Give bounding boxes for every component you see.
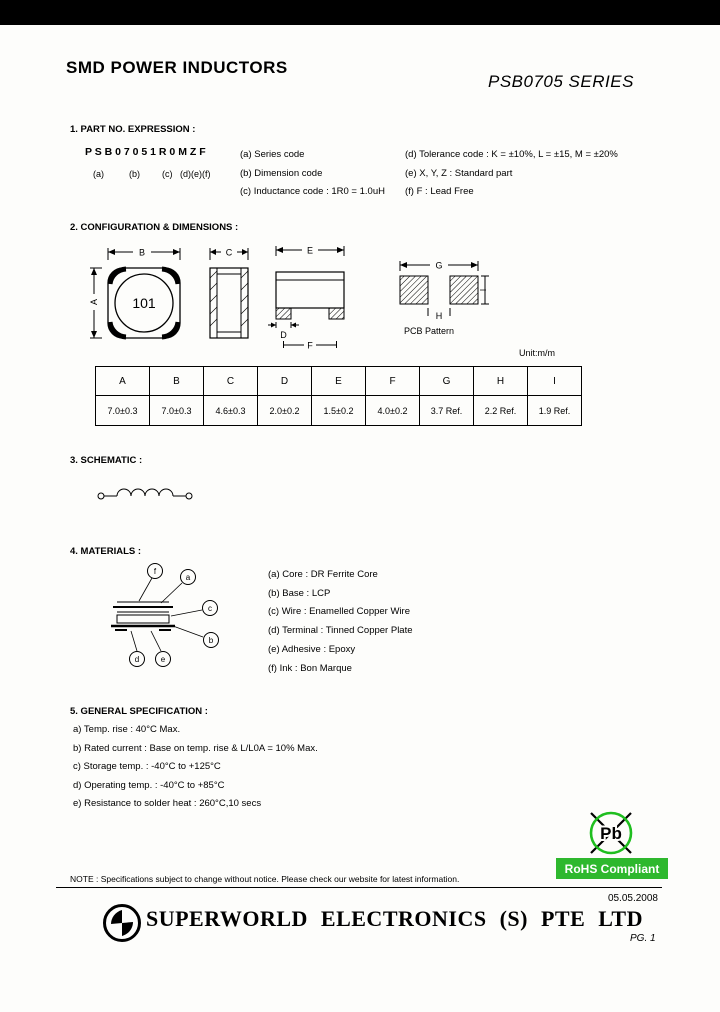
spec-item: b) Rated current : Base on temp. rise & L/L0A = 10% Max.	[73, 742, 318, 754]
pcb-pattern-drawing	[388, 258, 490, 330]
dim-header: A	[96, 367, 150, 396]
part-pos-c: (c)	[162, 169, 173, 179]
section1-heading: 1. PART NO. EXPRESSION :	[70, 124, 196, 135]
material-item: (e) Adhesive : Epoxy	[268, 643, 356, 655]
top-view-drawing	[86, 244, 196, 356]
dim-label-a: A	[89, 298, 99, 306]
section4-heading: 4. MATERIALS :	[70, 546, 142, 557]
dim-label-c: C	[225, 247, 233, 258]
material-item: (f) Ink : Bon Marque	[268, 662, 352, 674]
materials-list	[268, 566, 413, 678]
company-logo-icon	[101, 902, 143, 944]
revision-date: 05.05.2008	[607, 893, 658, 904]
note-line: (f) F : Lead Free	[405, 186, 474, 197]
front-view-drawing	[260, 242, 360, 354]
dim-header: H	[474, 367, 528, 396]
dim-value: 4.0±0.2	[366, 396, 420, 426]
callout-c: c	[208, 604, 212, 613]
dim-label-g: G	[435, 260, 443, 271]
doc-title: SMD POWER INDUCTORS	[66, 58, 288, 77]
series-name: PSB0705 SERIES	[488, 72, 634, 91]
dim-header: F	[366, 367, 420, 396]
materials-cross-section-drawing	[103, 558, 238, 680]
dim-label-d: D	[280, 330, 287, 340]
dim-header: B	[150, 367, 204, 396]
dimensions-value-row	[96, 396, 582, 426]
material-item: (c) Wire : Enamelled Copper Wire	[268, 606, 411, 618]
dim-value: 1.9 Ref.	[528, 396, 582, 426]
section5-heading: 5. GENERAL SPECIFICATION :	[70, 706, 208, 717]
material-item: (d) Terminal : Tinned Copper Plate	[268, 625, 413, 637]
dim-header: E	[312, 367, 366, 396]
dim-label-b: B	[138, 247, 146, 258]
part-pos-a: (a)	[93, 169, 104, 179]
general-spec-list	[73, 721, 318, 814]
section2-heading: 2. CONFIGURATION & DIMENSIONS :	[70, 222, 239, 233]
dim-header: C	[204, 367, 258, 396]
dim-value: 2.0±0.2	[258, 396, 312, 426]
part-pos-b: (b)	[129, 169, 140, 179]
dimensions-table	[95, 366, 582, 426]
side-view-drawing	[200, 244, 258, 356]
callout-d: d	[134, 655, 140, 664]
dim-header: D	[258, 367, 312, 396]
material-item: (a) Core : DR Ferrite Core	[268, 569, 378, 580]
part-code-notes-left	[240, 146, 385, 202]
dim-header: I	[528, 367, 582, 396]
section3-heading: 3. SCHEMATIC :	[70, 455, 143, 466]
dim-label-f: F	[307, 340, 313, 351]
part-code-notes-right	[405, 146, 618, 202]
spec-item: c) Storage temp. : -40°C to +125°C	[73, 761, 221, 773]
dim-value: 7.0±0.3	[150, 396, 204, 426]
dim-label-e: E	[306, 245, 314, 256]
pb-free-icon	[584, 806, 638, 860]
dim-value: 2.2 Ref.	[474, 396, 528, 426]
dim-value: 4.6±0.3	[204, 396, 258, 426]
schematic-coil-drawing	[93, 476, 203, 510]
note-line: (c) Inductance code : 1R0 = 1.0uH	[240, 186, 385, 197]
dim-label-h: H	[435, 311, 443, 321]
dim-value: 7.0±0.3	[96, 396, 150, 426]
spec-item: d) Operating temp. : -40°C to +85°C	[73, 779, 225, 791]
callout-a: a	[185, 573, 191, 582]
callout-f: f	[153, 567, 157, 576]
unit-label: Unit:m/m	[519, 348, 555, 358]
footer-divider	[56, 887, 662, 888]
dim-value: 1.5±0.2	[312, 396, 366, 426]
note-line: (b) Dimension code	[240, 167, 323, 179]
callout-e: e	[160, 655, 166, 664]
dim-value: 3.7 Ref.	[420, 396, 474, 426]
part-pos-def: (d)(e)(f)	[180, 169, 211, 179]
footer-note: NOTE : Specifications subject to change without notice. Please check our website for latest information.	[70, 874, 460, 884]
note-line: (d) Tolerance code : K = ±10%, L = ±15, M = ±20%	[405, 149, 618, 160]
material-item: (b) Base : LCP	[268, 587, 331, 599]
dim-label-i: I	[479, 288, 488, 292]
part-number: P S B 0 7 0 5 1 R 0 M Z F	[85, 146, 206, 158]
note-line: (e) X, Y, Z : Standard part	[405, 167, 513, 179]
spec-item: e) Resistance to solder heat : 260°C,10 secs	[73, 798, 262, 810]
scan-top-edge	[0, 0, 720, 25]
company-name: SUPERWORLD ELECTRONICS (S) PTE LTD	[146, 906, 643, 931]
pb-symbol-text: Pb	[600, 824, 622, 843]
dimensions-header-row	[96, 367, 582, 396]
part-marking: 101	[132, 295, 156, 311]
note-line: (a) Series code	[240, 149, 305, 160]
callout-b: b	[208, 636, 214, 645]
pcb-pattern-caption: PCB Pattern	[404, 326, 455, 336]
spec-item: a) Temp. rise : 40°C Max.	[73, 724, 181, 735]
page-number: PG. 1	[630, 933, 656, 944]
dim-header: G	[420, 367, 474, 396]
rohs-compliant-badge: RoHS Compliant	[556, 858, 668, 879]
